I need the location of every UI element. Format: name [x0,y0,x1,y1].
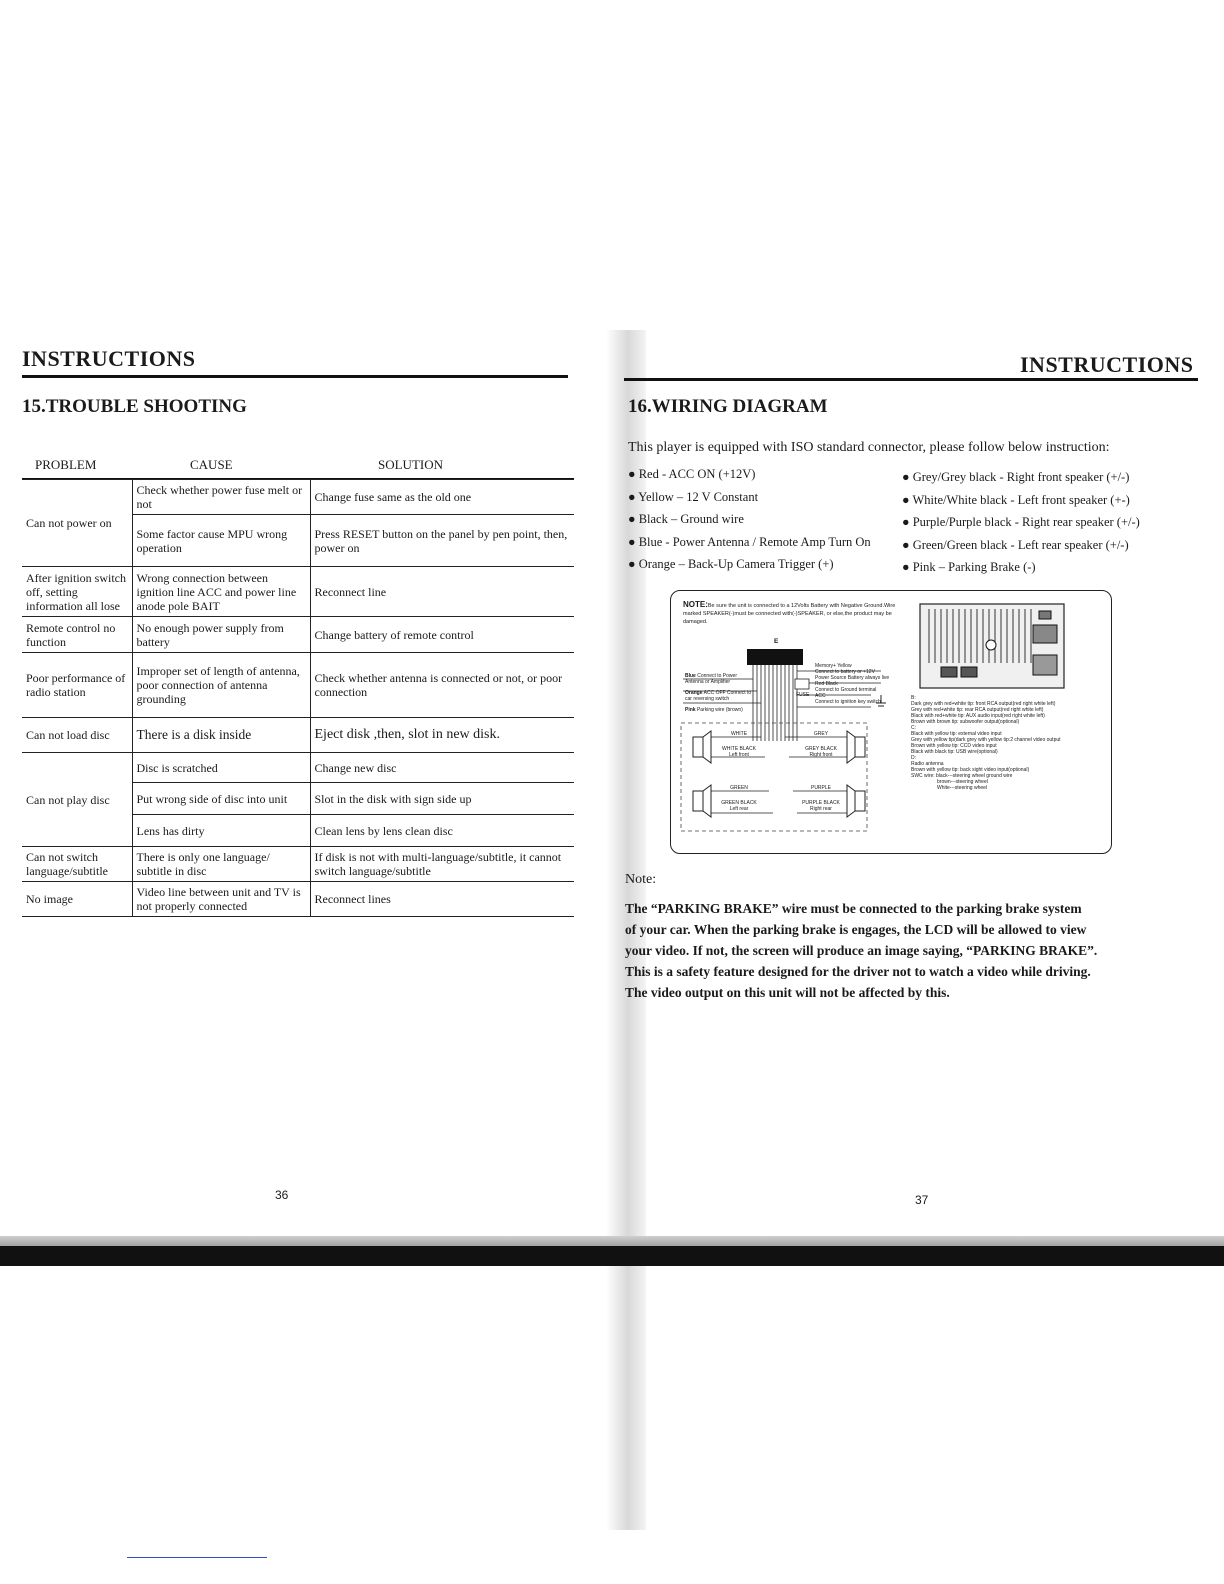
speaker-label-right-rear: PURPLE PURPLE BLACK Right rear [802,785,840,812]
cause-cell: Lens has dirty [132,815,310,847]
list-item: ● Green/Green black - Left rear speaker (+/-) [902,537,1129,552]
cause-cell: Improper set of length of antenna, poor connection of antenna grounding [132,653,310,718]
solution-cell: Clean lens by lens clean disc [310,815,574,847]
note-title: Note: [625,872,657,887]
solution-cell: If disk is not with multi-language/subtitle, it cannot switch language/subtitle [310,847,574,882]
unit-back-panel [919,603,1065,689]
left-page-number: 36 [275,1188,289,1202]
list-item: ● Grey/Grey black - Right front speaker (+/-) [902,470,1130,484]
wiring-diagram [670,590,1112,854]
list-item: ● Pink – Parking Brake (-) [902,560,1036,574]
problem-cell: Can not load disc [22,718,132,753]
cause-cell: Video line between unit and TV is not properly connected [132,882,310,917]
note-body: The “PARKING BRAKE” wire must be connected to the parking brake system of your car. When the parking brake is engages, the LCD will be allowed to view your video. If not, the screen will produce an image saying, “PARKING BRAKE”. This is a safety feature designed for the driver not to watch a video while driving. The video output on this unit will not be affected by this. [625,901,1098,1000]
speaker-label-left-front: WHITE WHITE BLACK Left front [722,731,756,758]
problem-cell: Poor performance of radio station [22,653,132,718]
harness-drawing [671,591,911,853]
solution-cell: Reconnect lines [310,882,574,917]
left-wire-labels: Blue Connect to Power Antenna or Amplifier Orange ACC OFF Connect to car reversing switch Pink Parking wire (brown) [685,673,752,713]
list-item: ● Orange – Back-Up Camera Trigger (+) [628,557,834,571]
fuse-label: FUSE [796,692,810,698]
cause-cell: Disc is scratched [132,753,310,783]
diagram-note: NOTE:Be sure the unit is connected to a 12Volts Battery with Negative Ground.Wire marked SPEAKER(-)must be connected with(-)SPEAKER, or else,the product may be damaged. [683,600,896,625]
problem-cell: Can not power on [22,480,132,567]
list-item: ● White/White black - Left front speaker (+-) [902,492,1130,507]
table-row [22,882,574,917]
left-page-header: INSTRUCTIONS [22,346,196,371]
harness-connector [747,649,803,665]
back-panel-legend: B: Dark grey with red+white tip: front RCA output(red right white left) Grey with red+white tip: rear RCA output(red right white left) Black with red+white tip: AUX audio input(red right white left) Brown with brown tip: subwoofer output(optional) C: Black with yellow tip: external video input Grey with yellow tip(dark grey with yellow tip:2 channel video output Brown with yellow tip: CCD video input Black with black tip: USB wire(optional) D: Radio antenna Brown with yellow tip: back sight video input(optional) SWC wire: black---steering wheel ground wire brown---steering wheel White---steering wheel [911,695,1061,791]
solution-cell: Reconnect line [310,567,574,617]
list-item: ● Blue - Power Antenna / Remote Amp Turn On [628,534,871,549]
wiring-intro: This player is equipped with ISO standard connector, please follow below instruction: [628,440,1110,455]
solution-cell: Change new disc [310,753,574,783]
cause-cell: Wrong connection between ignition line ACC and power line anode pole BAIT [132,567,310,617]
table-row [22,653,574,718]
cause-cell: Some factor cause MPU wrong operation [132,515,310,567]
cause-cell: Put wrong side of disc into unit [132,783,310,815]
column-header-cause: CAUSE [190,457,233,472]
connector-label: E [774,638,779,645]
top-wire-labels: Memory+ Yellow Connect to battery or +12V Power Source Battery always live Red Black Connect to Ground terminal ACC Connect to ignition key switch [815,663,890,705]
cause-cell: There is a disk inside [132,718,310,753]
problem-cell: Can not switch language/subtitle [22,847,132,882]
wire-list-right [902,466,1140,579]
left-section-title: 15.TROUBLE SHOOTING [22,396,247,417]
problem-cell: No image [22,882,132,917]
table-row [22,753,574,783]
problem-cell: After ignition switch off, setting information all lose [22,567,132,617]
table-row [22,480,574,515]
cause-cell: No enough power supply from battery [132,617,310,653]
problem-cell: Can not play disc [22,753,132,847]
right-page-header: INSTRUCTIONS [1020,352,1194,377]
column-header-solution: SOLUTION [378,457,443,472]
solution-cell: Change battery of remote control [310,617,574,653]
link-underline [127,1557,267,1558]
column-header-problem: PROBLEM [35,457,97,472]
right-section-title: 16.WIRING DIAGRAM [628,396,828,417]
solution-cell: Press RESET button on the panel by pen point, then, power on [310,515,574,567]
table-row [22,847,574,882]
list-item: ● Yellow – 12 V Constant [628,489,759,504]
table-row [22,718,574,753]
list-item: ● Black – Ground wire [628,512,744,526]
cause-cell: Check whether power fuse melt or not [132,480,310,515]
left-header-rule [22,375,568,378]
solution-cell: Eject disk ,then, slot in new disk. [310,718,574,753]
right-page-number: 37 [915,1193,929,1207]
troubleshooting-table [22,479,574,917]
solution-cell: Check whether antenna is connected or not, or poor connection [310,653,574,718]
solution-cell: Slot in the disk with sign side up [310,783,574,815]
table-row [22,617,574,653]
right-header-rule [624,378,1198,381]
wire-list-left [628,463,871,576]
list-item: ● Red - ACC ON (+12V) [628,467,756,481]
speaker-label-right-front: GREY GREY BLACK Right front [805,731,837,758]
problem-cell: Remote control no function [22,617,132,653]
bottom-band-dark [0,1246,1224,1266]
list-item: ● Purple/Purple black - Right rear speaker (+/-) [902,515,1140,529]
speaker-label-left-rear: GREEN GREEN BLACK Left rear [721,785,757,812]
table-row [22,567,574,617]
cause-cell: There is only one language/ subtitle in disc [132,847,310,882]
solution-cell: Change fuse same as the old one [310,480,574,515]
